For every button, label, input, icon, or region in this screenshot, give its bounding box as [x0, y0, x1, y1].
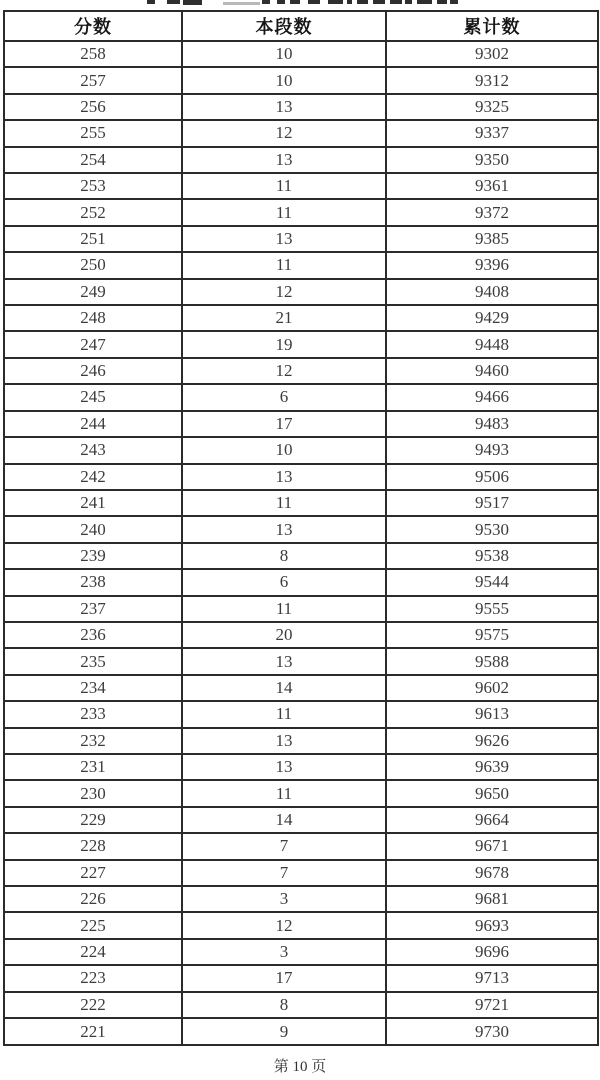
- cumulative-count-cell: 9408: [386, 279, 598, 305]
- title-fragment: [328, 0, 343, 4]
- segment-count-cell: 12: [182, 279, 386, 305]
- cumulative-count-cell: 9538: [386, 543, 598, 569]
- table-row: [4, 1018, 598, 1045]
- score-cell: 237: [4, 596, 182, 622]
- segment-count-cell: 7: [182, 860, 386, 886]
- table-row: [4, 199, 598, 225]
- cumulative-count-cell: 9693: [386, 912, 598, 938]
- score-cell: 222: [4, 992, 182, 1018]
- title-fragment: [390, 0, 402, 4]
- cumulative-count-cell: 9664: [386, 807, 598, 833]
- score-cell: 245: [4, 384, 182, 410]
- cumulative-count-cell: 9678: [386, 860, 598, 886]
- segment-count-cell: 13: [182, 464, 386, 490]
- cumulative-count-cell: 9312: [386, 67, 598, 93]
- score-cell: 253: [4, 173, 182, 199]
- score-cell: 223: [4, 965, 182, 991]
- segment-count-cell: 14: [182, 807, 386, 833]
- cumulative-count-cell: 9337: [386, 120, 598, 146]
- table-row: [4, 780, 598, 806]
- title-fragment: [262, 0, 270, 4]
- table-row: [4, 411, 598, 437]
- score-cell: 226: [4, 886, 182, 912]
- segment-count-cell: 7: [182, 833, 386, 859]
- score-cell: 238: [4, 569, 182, 595]
- cumulative-count-cell: 9544: [386, 569, 598, 595]
- segment-count-cell: 11: [182, 780, 386, 806]
- segment-count-cell: 12: [182, 912, 386, 938]
- score-cell: 229: [4, 807, 182, 833]
- score-cell: 258: [4, 41, 182, 67]
- score-cell: 235: [4, 648, 182, 674]
- table-row: [4, 94, 598, 120]
- score-cell: 255: [4, 120, 182, 146]
- segment-count-cell: 21: [182, 305, 386, 331]
- cumulative-count-cell: 9396: [386, 252, 598, 278]
- table-row: [4, 886, 598, 912]
- cumulative-count-cell: 9483: [386, 411, 598, 437]
- table-row: [4, 807, 598, 833]
- score-cell: 241: [4, 490, 182, 516]
- score-cell: 250: [4, 252, 182, 278]
- header-row: [4, 11, 598, 41]
- segment-count-cell: 3: [182, 939, 386, 965]
- score-cell: 252: [4, 199, 182, 225]
- score-cell: 248: [4, 305, 182, 331]
- title-fragment: [308, 0, 320, 4]
- cumulative-count-cell: 9626: [386, 728, 598, 754]
- table-row: [4, 569, 598, 595]
- score-table-body: [4, 41, 598, 1045]
- segment-count-cell: 6: [182, 569, 386, 595]
- table-row: [4, 833, 598, 859]
- score-cell: 251: [4, 226, 182, 252]
- segment-count-cell: 13: [182, 754, 386, 780]
- segment-count-cell: 6: [182, 384, 386, 410]
- segment-count-cell: 12: [182, 358, 386, 384]
- cumulative-count-cell: 9602: [386, 675, 598, 701]
- table-row: [4, 252, 598, 278]
- segment-count-cell: 11: [182, 701, 386, 727]
- header-score: 分数: [4, 11, 182, 41]
- score-cell: 221: [4, 1018, 182, 1045]
- segment-count-cell: 10: [182, 41, 386, 67]
- title-fragment: [373, 0, 385, 4]
- table-row: [4, 305, 598, 331]
- segment-count-cell: 3: [182, 886, 386, 912]
- table-row: [4, 516, 598, 542]
- header-segment-count: 本段数: [182, 11, 386, 41]
- score-cell: 225: [4, 912, 182, 938]
- segment-count-cell: 13: [182, 516, 386, 542]
- title-fragment: [450, 0, 458, 4]
- cumulative-count-cell: 9493: [386, 437, 598, 463]
- score-cell: 243: [4, 437, 182, 463]
- table-row: [4, 912, 598, 938]
- table-row: [4, 173, 598, 199]
- score-cell: 256: [4, 94, 182, 120]
- table-row: [4, 992, 598, 1018]
- cumulative-count-cell: 9613: [386, 701, 598, 727]
- cumulative-count-cell: 9517: [386, 490, 598, 516]
- title-fragment: [437, 0, 447, 4]
- segment-count-cell: 11: [182, 596, 386, 622]
- cumulative-count-cell: 9588: [386, 648, 598, 674]
- title-fragment: [183, 0, 202, 5]
- segment-count-cell: 12: [182, 120, 386, 146]
- score-cell: 257: [4, 67, 182, 93]
- score-cell: 224: [4, 939, 182, 965]
- cumulative-count-cell: 9555: [386, 596, 598, 622]
- cumulative-count-cell: 9650: [386, 780, 598, 806]
- table-row: [4, 279, 598, 305]
- title-fragment: [290, 0, 300, 4]
- segment-count-cell: 13: [182, 94, 386, 120]
- table-row: [4, 147, 598, 173]
- cumulative-count-cell: 9302: [386, 41, 598, 67]
- segment-count-cell: 8: [182, 992, 386, 1018]
- cumulative-count-cell: 9506: [386, 464, 598, 490]
- table-row: [4, 358, 598, 384]
- table-row: [4, 464, 598, 490]
- segment-count-cell: 17: [182, 965, 386, 991]
- segment-count-cell: 11: [182, 173, 386, 199]
- score-cell: 236: [4, 622, 182, 648]
- table-row: [4, 860, 598, 886]
- segment-count-cell: 13: [182, 648, 386, 674]
- score-cell: 231: [4, 754, 182, 780]
- score-cell: 242: [4, 464, 182, 490]
- title-fragment: [347, 0, 352, 4]
- page-number: 第 10 页: [273, 1059, 327, 1075]
- cumulative-count-cell: 9713: [386, 965, 598, 991]
- score-cell: 227: [4, 860, 182, 886]
- title-fragment: [405, 0, 412, 4]
- score-cell: 239: [4, 543, 182, 569]
- cumulative-count-cell: 9429: [386, 305, 598, 331]
- table-row: [4, 543, 598, 569]
- score-cell: 240: [4, 516, 182, 542]
- cumulative-count-cell: 9721: [386, 992, 598, 1018]
- segment-count-cell: 20: [182, 622, 386, 648]
- title-fragment: [417, 0, 432, 4]
- title-fragment: [147, 0, 155, 4]
- segment-count-cell: 11: [182, 252, 386, 278]
- score-cell: 234: [4, 675, 182, 701]
- title-fragment: [357, 0, 368, 4]
- table-row: [4, 67, 598, 93]
- table-row: [4, 939, 598, 965]
- table-row: [4, 384, 598, 410]
- cumulative-count-cell: 9730: [386, 1018, 598, 1045]
- score-cell: 230: [4, 780, 182, 806]
- table-row: [4, 490, 598, 516]
- table-row: [4, 754, 598, 780]
- segment-count-cell: 13: [182, 226, 386, 252]
- clipped-title-fragments: [0, 0, 600, 8]
- cumulative-count-cell: 9671: [386, 833, 598, 859]
- cumulative-count-cell: 9372: [386, 199, 598, 225]
- cumulative-count-cell: 9530: [386, 516, 598, 542]
- score-cell: 232: [4, 728, 182, 754]
- cumulative-count-cell: 9466: [386, 384, 598, 410]
- score-cell: 247: [4, 331, 182, 357]
- table-row: [4, 437, 598, 463]
- table-row: [4, 675, 598, 701]
- segment-count-cell: 11: [182, 490, 386, 516]
- table-row: [4, 701, 598, 727]
- cumulative-count-cell: 9361: [386, 173, 598, 199]
- segment-count-cell: 14: [182, 675, 386, 701]
- segment-count-cell: 11: [182, 199, 386, 225]
- segment-count-cell: 9: [182, 1018, 386, 1045]
- score-cell: 246: [4, 358, 182, 384]
- score-distribution-table: [3, 10, 599, 1046]
- table-row: [4, 622, 598, 648]
- cumulative-count-cell: 9575: [386, 622, 598, 648]
- cumulative-count-cell: 9385: [386, 226, 598, 252]
- score-cell: 254: [4, 147, 182, 173]
- score-cell: 249: [4, 279, 182, 305]
- cumulative-count-cell: 9350: [386, 147, 598, 173]
- segment-count-cell: 8: [182, 543, 386, 569]
- cumulative-count-cell: 9681: [386, 886, 598, 912]
- header-cumulative-count: 累计数: [386, 11, 598, 41]
- table-row: [4, 728, 598, 754]
- cumulative-count-cell: 9460: [386, 358, 598, 384]
- score-cell: 228: [4, 833, 182, 859]
- title-fragment: [167, 0, 180, 4]
- table-row: [4, 226, 598, 252]
- score-cell: 233: [4, 701, 182, 727]
- segment-count-cell: 10: [182, 437, 386, 463]
- segment-count-cell: 13: [182, 728, 386, 754]
- title-fragment: [277, 0, 285, 4]
- table-row: [4, 596, 598, 622]
- cumulative-count-cell: 9325: [386, 94, 598, 120]
- table-row: [4, 331, 598, 357]
- segment-count-cell: 13: [182, 147, 386, 173]
- table-row: [4, 965, 598, 991]
- cumulative-count-cell: 9696: [386, 939, 598, 965]
- cumulative-count-cell: 9448: [386, 331, 598, 357]
- table-row: [4, 41, 598, 67]
- score-cell: 244: [4, 411, 182, 437]
- table-row: [4, 648, 598, 674]
- segment-count-cell: 17: [182, 411, 386, 437]
- cumulative-count-cell: 9639: [386, 754, 598, 780]
- title-fragment: [223, 2, 260, 5]
- segment-count-cell: 19: [182, 331, 386, 357]
- segment-count-cell: 10: [182, 67, 386, 93]
- table-row: [4, 120, 598, 146]
